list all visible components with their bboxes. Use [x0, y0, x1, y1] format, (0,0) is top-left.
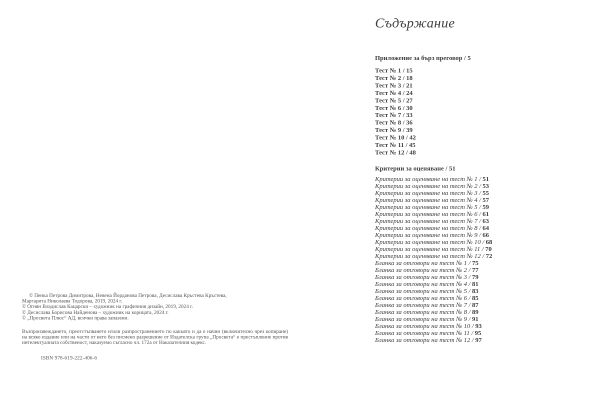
- toc-entry-page: 81: [471, 279, 479, 288]
- toc-entry-label: Критерии за оценяване на тест № 1 /: [375, 174, 481, 183]
- toc-test-list: [375, 67, 600, 156]
- toc-entry-label: Критерии за оценяване на тест № 10 /: [375, 237, 485, 246]
- toc-entry-label: Бланка за отговори на тест № 3 /: [375, 272, 471, 281]
- toc-entry-page: 59: [482, 202, 489, 211]
- toc-entry-label: Критерии за оценяване на тест № 6 /: [375, 209, 481, 218]
- toc-entry-page: 83: [471, 286, 479, 295]
- toc-criteria-list: [375, 175, 600, 259]
- toc-entry-label: Бланка за отговори на тест № 1 /: [375, 258, 471, 267]
- toc-entry-label: Бланка за отговори на тест № 4 /: [375, 279, 471, 288]
- toc-entry-label: Тест № 8 /: [375, 118, 405, 127]
- toc-entry-page: 36: [406, 118, 413, 127]
- toc-entry-page: 63: [482, 216, 489, 225]
- toc-entry-page: 57: [482, 195, 489, 204]
- table-of-contents: [375, 15, 600, 343]
- toc-entry-label: Бланка за отговори на тест № 10 /: [375, 321, 474, 330]
- toc-entry-page: 68: [485, 237, 493, 246]
- toc-entry-page: 53: [482, 181, 489, 190]
- copyright-line: © Пенка Петрова Димитрова, Невена Йорданова Петрова, Десислава Кръстева Кръстева,: [29, 293, 227, 299]
- toc-entry-label: Критерии за оценяване на тест № 5 /: [375, 202, 481, 211]
- toc-entry-label: Бланка за отговори на тест № 2 /: [375, 265, 471, 274]
- toc-entry-label: Критерии за оценяване на тест № 11 /: [375, 244, 484, 253]
- toc-entry-page: 64: [482, 223, 489, 232]
- toc-entry-label: Бланка за отговори на тест № 8 /: [375, 307, 471, 316]
- toc-entry-page: 21: [406, 81, 413, 89]
- toc-entry-label: Тест № 1 /: [375, 66, 405, 74]
- toc-entry-label: Бланка за отговори на тест № 7 /: [375, 300, 471, 309]
- toc-entry-label: Бланка за отговори на тест № 5 /: [375, 286, 471, 295]
- toc-entry-page: 79: [471, 272, 479, 281]
- copyright-line: © Огнян Владислав Кацарски – художник на графичния дизайн, 2019, 2024 г.: [22, 304, 193, 310]
- toc-entry-page: 61: [482, 209, 489, 218]
- toc-entry-label: Тест № 2 /: [375, 73, 405, 82]
- toc-entry-label: Критерии за оценяване на тест № 9 /: [375, 230, 481, 239]
- toc-entry-answer-sheet: [375, 336, 600, 343]
- copyright-block: [22, 293, 302, 321]
- toc-entry-label: Бланка за отговори на тест № 9 /: [375, 314, 471, 323]
- toc-entry-page: 51: [482, 174, 489, 183]
- toc-entry-label: Критерии за оценяване на тест № 3 /: [375, 188, 481, 197]
- toc-entry-page: 77: [471, 265, 479, 274]
- toc-answer-sheet-list: [375, 259, 600, 343]
- toc-entry-page: 97: [475, 335, 482, 344]
- toc-entry-label: Тест № 11 /: [375, 141, 408, 149]
- toc-entry-label: Критерии за оценяване на тест № 4 /: [375, 195, 481, 204]
- toc-entry-label: Критерии за оценяване на тест № 12 /: [375, 251, 485, 260]
- copyright-line: © „Просвета Плюс“ АД, всички права запазени.: [22, 315, 129, 321]
- legal-notice: Възпроизвеждането, преотстъпването и/или разпространението по какъвто и да е начин (включително чрез копиране) на всяко издание или на части от него без писмено разрешение от Издателска група „Просвета“ е престъпление против интелектуалната собственост, наказуемо съгласно чл. 172а от Наказателния кодекс.: [22, 329, 288, 346]
- toc-entry-page: 27: [406, 96, 413, 104]
- toc-entry-page: 45: [408, 141, 416, 149]
- toc-entry-label: Бланка за отговори на тест № 11 /: [375, 328, 474, 337]
- toc-entry-page: 42: [409, 133, 416, 142]
- toc-entry-label: Тест № 7 /: [375, 111, 405, 119]
- toc-entry-page: 89: [471, 307, 479, 316]
- toc-entry-page: 24: [406, 88, 413, 97]
- toc-entry-page: 93: [475, 321, 482, 330]
- toc-entry-page: 95: [474, 328, 482, 337]
- toc-entry-label: Тест № 3 /: [375, 81, 405, 89]
- toc-entry-test: [375, 149, 600, 156]
- left-page-colophon: [22, 293, 302, 361]
- toc-entry-page: 70: [485, 244, 492, 253]
- toc-entry-page: 39: [406, 126, 413, 134]
- toc-entry-label: Бланка за отговори на тест № 6 /: [375, 293, 471, 302]
- isbn: ISBN 978-619-222-406-6: [41, 355, 98, 361]
- toc-entry-page: 85: [471, 293, 479, 302]
- toc-entry-label: Тест № 6 /: [375, 103, 405, 112]
- toc-entry-label: Критерии за оценяване на тест № 7 /: [375, 216, 481, 225]
- copyright-line: Маргарита Николаева Тодорова, 2019, 2024 г.: [22, 298, 123, 305]
- toc-entry-page: 18: [406, 73, 413, 82]
- toc-entry-page: 30: [406, 103, 413, 112]
- toc-entry-label: Критерии за оценяване на тест № 8 /: [375, 223, 481, 232]
- toc-entry-label: Критерии за оценяване на тест № 2 /: [375, 181, 481, 190]
- toc-entry-label: Тест № 10 /: [375, 133, 408, 142]
- toc-entry-page: 15: [406, 66, 413, 74]
- toc-section-criteria: Критерии за оценяване / 51: [375, 164, 456, 172]
- toc-entry-page: 66: [482, 230, 489, 239]
- toc-entry-label: Тест № 9 /: [375, 126, 405, 134]
- toc-entry-label: Тест № 4 /: [375, 88, 405, 97]
- toc-title: Съдържание: [375, 15, 455, 31]
- toc-entry-label: Тест № 5 /: [375, 96, 405, 104]
- toc-entry-page: 33: [406, 111, 413, 119]
- toc-entry-page: 75: [471, 258, 479, 267]
- toc-entry-page: 87: [471, 300, 479, 309]
- toc-entry-label: Бланка за отговори на тест № 12 /: [375, 335, 474, 344]
- toc-entry-label: Тест № 12 /: [375, 148, 408, 156]
- copyright-line: © Десислава Борисова Найденова – художник на корицата, 2024 г.: [22, 309, 169, 316]
- toc-section-quick-review: Приложение за бърз преговор / 5: [375, 54, 471, 62]
- toc-entry-page: 72: [485, 251, 493, 260]
- toc-entry-page: 48: [409, 148, 416, 156]
- toc-entry-page: 55: [482, 188, 489, 197]
- toc-entry-page: 91: [471, 314, 479, 323]
